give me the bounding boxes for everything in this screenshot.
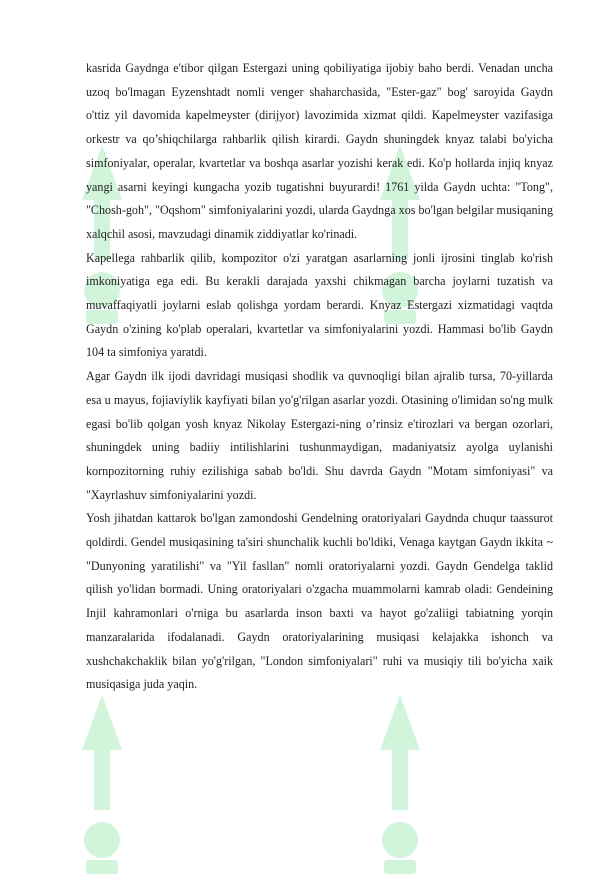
watermark-logo-icon bbox=[72, 690, 132, 880]
paragraph-4: Yosh jihatdan kattarok bo'lgan zamondoshi Gendelning oratoriyalari Gaydnda chuqur taassurot qoldirdi. Gendel musiqasining ta'siri shunchalik kuchli bo'ldiki, Venaga kaytgan Gaydn ikkita ~ "Dunyoning yaratilishi" va "Yil fasllan" nomli oratoriyalarni yozdi. Gaydn Gendelga taklid qilish yo'lidan bormadi. Uning oratoriyalari o'zgacha muammolarni kamrab oladi: Gendeining Injil kahramonlari o'rniga bu asarlarda inson baxti va hayot go'zaliigi tabiatning yorqin manzaralarida ifodalanadi. Gaydn oratoriyalarining musiqasi kelajakka ishonch va xushchakchaklik bilan yo'g'rilgan, "London simfoniyalari" ruhi va musiqiy tili bo'yicha xaik musiqasiga juda yaqin. bbox=[86, 511, 553, 692]
paragraph-3: Agar Gaydn ilk ijodi davridagi musiqasi shodlik va quvnoqligi bilan ajralib tursa, 70-yillarda esa u mayus, fojiaviylik kayfiyati bilan yo'g'rilgan asarlar yozdi. Otasining o'limidan so'ng mulk egasi bo'lib qolgan yosh knyaz Nikolay Estergazi-ning o’rinsiz e'tirozlari va bergan ozorlari, shuningdek uning badiiy intilishlarini tushunmaydigan, madaniyatsiz ayolga uylanishi kornpozitorning ruhiy ezilishiga sabab bo'ldi. Shu davrda Gaydn "Motam simfoniyasi" va "Xayrlashuv simfoniyalarini yozdi. bbox=[86, 369, 553, 502]
body-text bbox=[86, 57, 553, 697]
watermark-logo-icon bbox=[370, 690, 430, 880]
paragraph-2: Kapellega rahbarlik qilib, kompozitor o'zi yaratgan asarlarning jonli ijrosini tinglab ko'rish imkoniyatiga ega edi. Bu kerakli darajada yaxshi chikmagan barcha joylarni tuzatish va muvaffaqiyatli joylarni eslab qolishga yordam berardi. Knyaz Estergazi xizmatidagi vaqtda Gaydn o'zining ko'plab operalari, kvartetlar va simfoniyalarini yozdi. Hammasi bo'lib Gaydn 104 ta simfoniya yaratdi. bbox=[86, 250, 553, 360]
paragraph-1: kasrida Gaydnga e'tibor qilgan Estergazi uning qobiliyatiga ijobiy baho berdi. Venadan uncha uzoq bo'lmagan Eyzenshtadt nomli venger shaharchasida, "Ester-gaz" bog' saroyida Gaydn o'ttiz yil davomida kapelmeyster (dirijyor) lavozimida xizmat qildi. Kapelmeyster vazifasiga orkestr va qo’shiqchilarga rahbarlik qilish kirardi. Gaydn shuningdek knyaz talabi bo'yicha simfoniyalar, operalar, kvartetlar va boshqa asarlar yozishi kerak edi. Ko'p hollarda injiq knyaz yangi asarni keyingi kungacha yozib tugatishni buyurardi! 1761 yilda Gaydn uchta: "Tong", "Chosh-goh", "Oqshom" simfoniyalarini yozdi, ularda Gaydnga xos bo'lgan belgilar musiqaning xalqchil asosi, mavzudagi dinamik ziddiyatlar ko'rinadi. bbox=[86, 61, 553, 241]
